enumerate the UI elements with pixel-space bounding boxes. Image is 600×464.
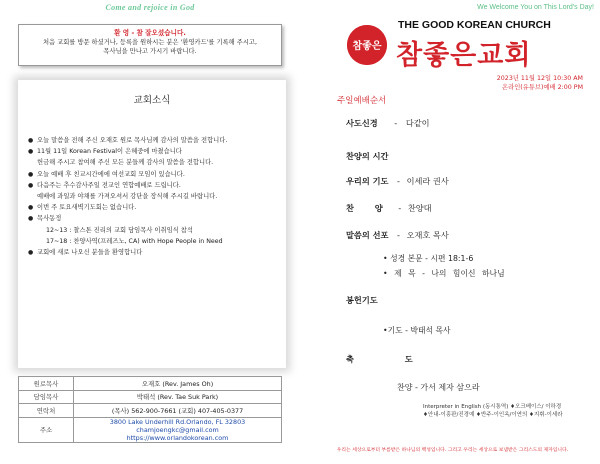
info-label: 연락처 <box>19 404 74 418</box>
news-list <box>28 135 283 258</box>
table-row <box>19 404 282 418</box>
news-item: ● 다음주는 추수감사주일 전교인 연합예배로 드립니다. <box>28 180 283 191</box>
news-item: ● 이번 주 토요새벽기도회는 없습니다. <box>28 202 283 213</box>
welcome-title: 환 영 - 참 잘오셨습니다. <box>114 29 186 37</box>
order-offering <box>346 295 378 306</box>
order-sermon <box>346 230 449 241</box>
order-label: 사도신경 <box>346 118 378 128</box>
welcome-box <box>18 24 282 66</box>
table-row <box>19 390 282 404</box>
footer-note: 우리는 세상으로부터 부름받은 하나님의 백성입니다. 그리고 우리는 세상으로 보냄받은 그리스도의 제자입니다. <box>336 448 569 453</box>
info-label: 주소 <box>19 417 74 442</box>
order-label: 우리의 기도 <box>346 176 389 186</box>
order-label: 찬양의 시간 <box>346 151 389 161</box>
online-service-time: 온라인(유튜브)예배 2:00 PM <box>502 84 583 91</box>
church-motto: Come and rejoice in God <box>105 3 195 12</box>
order-sep: - <box>397 176 400 186</box>
address: 3800 Lake Underhill Rd.Orlando, FL 32803 <box>109 417 246 426</box>
order-praise <box>346 151 388 162</box>
church-name-korean: 참좋은교회 <box>396 40 532 71</box>
welcome-line-1: 처음 교회를 방문 하셨거나, 등록을 원하시는 분은 '환영카드'를 기록해 주시고, <box>42 39 258 46</box>
welcome-english: We Welcome You on This Lord's Day! <box>477 4 594 11</box>
worship-order-title: 주일예배순서 <box>337 96 387 106</box>
sermon-title: • 제 목 - 나의 힘이신 하나님 <box>383 269 505 278</box>
table-row <box>19 417 282 442</box>
news-item: 헌금해 주시고 참여해 주신 모든 분들께 감사의 말씀을 전합니다. <box>37 159 214 167</box>
order-sep: - <box>394 118 398 128</box>
order-label: 봉헌기도 <box>346 295 378 305</box>
closing-hymn: 찬양 - 가서 제자 삼으라 <box>397 383 480 392</box>
website-link[interactable]: https://www.orlandokorean.com <box>126 433 229 442</box>
email-link[interactable]: chamjoengkc@gmail.com <box>136 425 219 434</box>
order-label: 말씀의 선포 <box>346 230 389 240</box>
order-value: 찬양대 <box>407 203 432 213</box>
info-label: 원로목사 <box>19 377 74 391</box>
church-info-table <box>18 376 282 443</box>
order-label: 축 도 <box>346 354 437 364</box>
news-item: ● 교회에 새로 나오신 분들을 환영합니다 <box>28 247 283 258</box>
info-label: 담임목사 <box>19 390 74 404</box>
order-value: 다같이 <box>405 118 430 128</box>
logo-mark-icon <box>347 25 387 65</box>
order-sep: - <box>398 203 402 213</box>
order-choir <box>346 203 432 214</box>
welcome-line-2: 목사님을 만나고 가시기 바랍니다. <box>103 48 197 55</box>
order-value: 이세라 권사 <box>406 176 449 186</box>
church-name-english: THE GOOD KOREAN CHURCH <box>398 19 551 31</box>
news-item: 12~13 : 찰스톤 진리의 교회 담임목사 이취임식 참석 <box>46 226 193 234</box>
info-address-cell <box>74 417 282 442</box>
news-item: ● 11월 11일 Korean Festival이 은혜중에 마쳤습니다 <box>28 146 283 157</box>
interpreter-line-2: ♦안내-이흥판/진경예 ♦반주-이인옥/이연의 ♦지휘-이세라 <box>423 412 563 418</box>
news-item: ● 목사동정 <box>28 213 283 224</box>
church-logo <box>347 25 387 65</box>
order-label: 찬 양 <box>346 203 392 213</box>
info-value: (목사) 562-900-7661 (교회) 407-405-0377 <box>74 404 282 418</box>
sermon-scripture: • 성경 본문 - 시편 18:1-6 <box>383 254 474 263</box>
interpreter-info <box>423 403 563 419</box>
order-sep: - <box>397 230 400 240</box>
news-item: 예배에 과일과 야채를 가져오셔서 강단을 장식해 주시길 바랍니다. <box>37 193 218 201</box>
service-date: 2023년 11월 12일 10:30 AM <box>496 75 583 82</box>
order-creed <box>346 118 430 129</box>
offering-prayer: •기도 - 박태석 목사 <box>383 326 451 335</box>
logo-text: 참좋은 <box>352 41 382 52</box>
news-title: 교회소식 <box>133 95 171 106</box>
interpreter-line-1: Interpreter in English (동시통역) ♦오크베이스/ 이하경 <box>423 404 562 410</box>
news-item: ● 오늘 예배 후 친교시간에에 여선교회 모임이 있습니다. <box>28 169 283 180</box>
church-news-box <box>18 80 286 368</box>
table-row <box>19 377 282 391</box>
news-item: ● 오늘 말씀을 전해 주신 오재호 원로 목사님께 감사의 말씀을 전합니다. <box>28 135 283 146</box>
info-value: 오재호 (Rev. James Oh) <box>74 377 282 391</box>
order-blessing <box>346 354 437 365</box>
order-prayer <box>346 176 449 187</box>
order-value: 오재호 목사 <box>406 230 449 240</box>
news-item: 17~18 : 찬양사역(프레즈노, CA) with Hope People in Need <box>46 237 223 245</box>
info-value: 박태석 (Rev. Tae Suk Park) <box>74 390 282 404</box>
